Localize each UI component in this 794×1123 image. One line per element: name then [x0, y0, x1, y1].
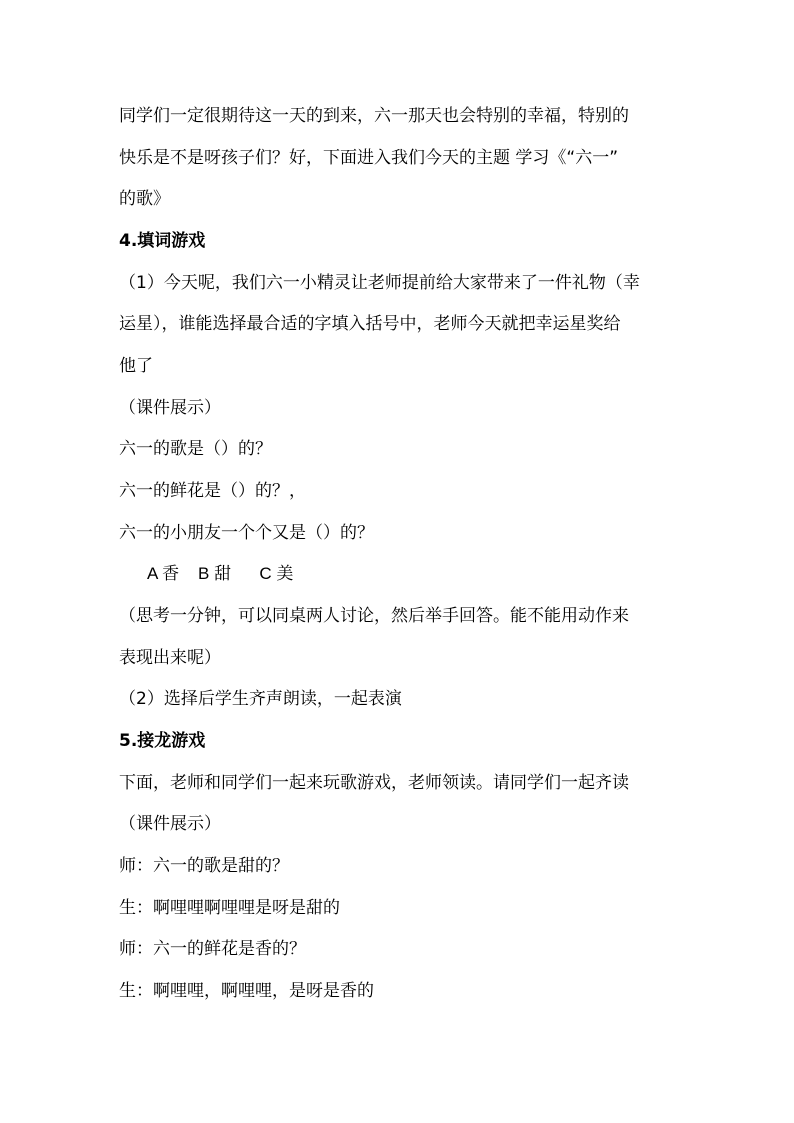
- answer-options: A 香 B 甜 C 美: [147, 564, 294, 583]
- section-4-heading: 4.填词游戏: [119, 231, 206, 251]
- question-2: 六一的鲜花是（）的？，: [119, 481, 306, 501]
- courseware-label-2: （课件展示）: [119, 814, 221, 834]
- dialogue-line-3: 师：六一的鲜花是香的？: [119, 939, 306, 959]
- dialogue-line-4: 生：啊哩哩，啊哩哩，是呀是香的: [119, 981, 374, 1001]
- step-1-line-2: 运星），谁能选择最合适的字填入括号中，老师今天就把幸运星奖给: [119, 314, 621, 334]
- section-5-heading: 5.接龙游戏: [119, 731, 206, 751]
- intro-line-1: 同学们一定很期待这一天的到来，六一那天也会特别的幸福，特别的: [119, 106, 629, 126]
- courseware-label: （课件展示）: [119, 398, 221, 418]
- step-1-line-1: （1）今天呢，我们六一小精灵让老师提前给大家带来了一件礼物（幸: [119, 273, 640, 293]
- hint-line-1: （思考一分钟，可以同桌两人讨论，然后举手回答。能不能用动作来: [119, 606, 629, 626]
- section-5-intro: 下面，老师和同学们一起来玩歌游戏，老师领读。请同学们一起齐读: [119, 773, 629, 793]
- intro-line-2: 快乐是不是呀孩子们？好，下面进入我们今天的主题 学习《“六一”: [119, 148, 619, 168]
- dialogue-line-1: 师：六一的歌是甜的？: [119, 856, 289, 876]
- intro-line-3: 的歌》: [119, 189, 170, 209]
- hint-line-2: 表现出来呢）: [119, 648, 221, 668]
- step-2: （2）选择后学生齐声朗读，一起表演: [119, 689, 402, 709]
- question-3: 六一的小朋友一个个又是（）的？: [119, 523, 374, 543]
- step-1-line-3: 他了: [119, 356, 153, 376]
- dialogue-line-2: 生：啊哩哩啊哩哩是呀是甜的: [119, 898, 340, 918]
- question-1: 六一的歌是（）的？: [119, 439, 272, 459]
